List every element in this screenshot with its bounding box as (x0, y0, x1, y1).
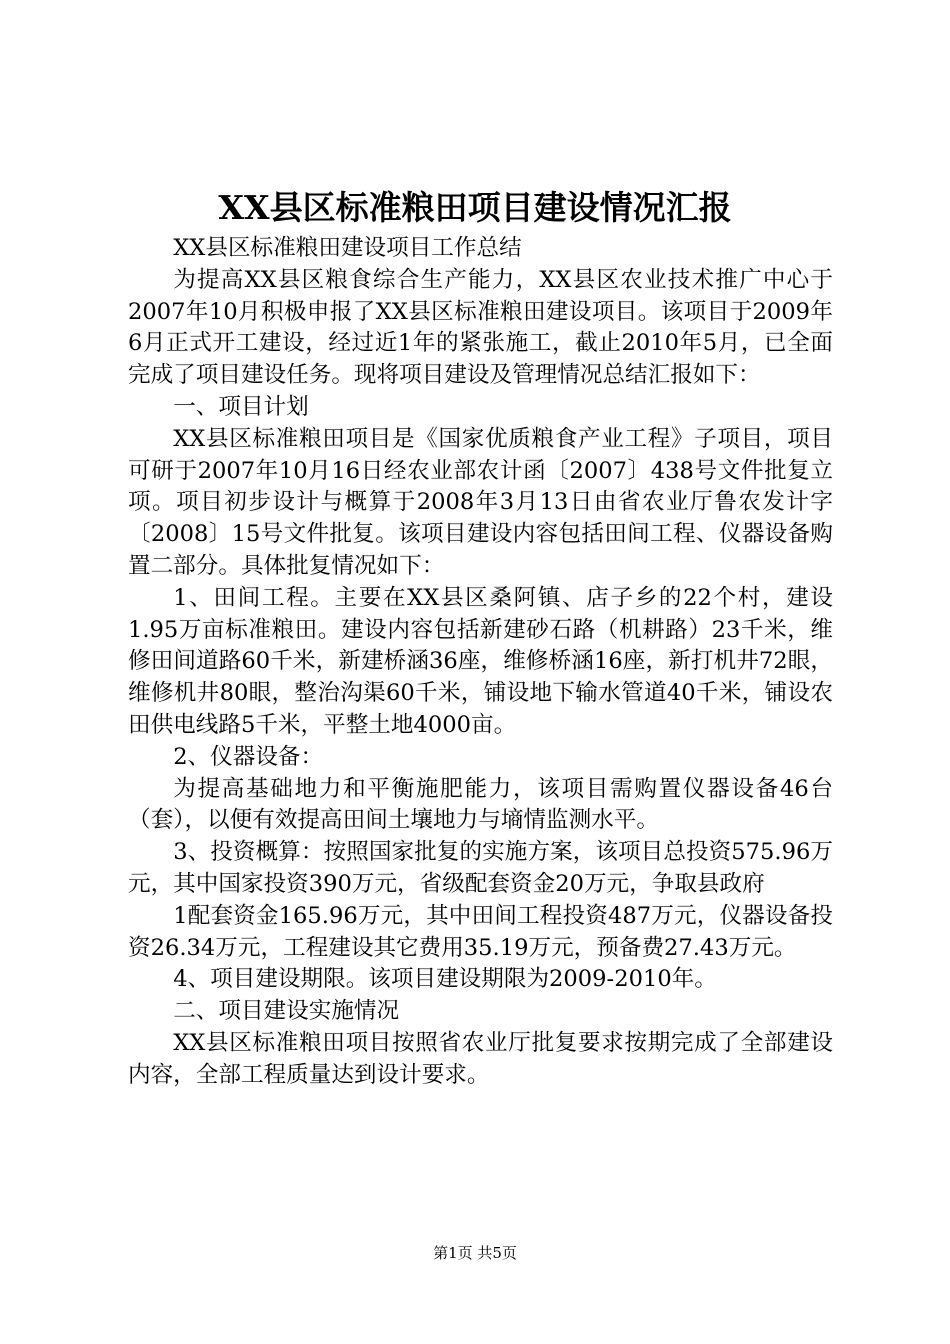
paragraph-investment: 3、投资概算：按照国家批复的实施方案，该项目总投资575.96万元，其中国家投资390万元，省级配套资金20万元，争取县政府 (128, 839, 833, 897)
section-heading-implementation: 二、项目建设实施情况 (173, 998, 400, 1025)
paragraph-intro: 为提高XX县区粮食综合生产能力，XX县区农业技术推广中心于2007年10月积极申报了XX县区标准粮田建设项目。该项目于2009年6月正式开工建设，经过近1年的紧张施工，截止2010年5月，已全面完成了项目建设任务。现将项目建设及管理情况总结汇报如下： (128, 266, 833, 389)
paragraph-plan: XX县区标准粮田项目是《国家优质粮食产业工程》子项目，项目可研于2007年10月16日经农业部农计函〔2007〕438号文件批复立项。项目初步设计与概算于2008年3月13日由省农业厅鲁农发计字〔2008〕15号文件批复。该项目建设内容包括田间工程、仪器设备购置二部分。具体批复情况如下： (128, 425, 833, 579)
section-heading-plan: 一、项目计划 (173, 393, 309, 420)
paragraph-implementation: XX县区标准粮田项目按照省农业厅批复要求按期完成了全部建设内容，全部工程质量达到设计要求。 (128, 1029, 833, 1088)
paragraph-subtitle: XX县区标准粮田建设项目工作总结 (173, 235, 522, 261)
document-body (128, 233, 833, 1092)
paragraph-equipment-heading: 2、仪器设备： (173, 743, 324, 770)
paragraph-field-works: 1、田间工程。主要在XX县区桑阿镇、店子乡的22个村，建设1.95万亩标准粮田。建设内容包括新建砂石路（机耕路）23千米，维修田间道路60千米，新建桥涵36座，维修桥涵16座，新打机井72眼，维修机井80眼，整治沟渠60千米，铺设地下输水管道40千米，铺设农田供电线路5千米，平整土地4000亩。 (128, 584, 833, 738)
paragraph-investment-continued: 1配套资金165.96万元，其中田间工程投资487万元，仪器设备投资26.34万元，工程建设其它费用35.19万元，预备费27.43万元。 (128, 902, 833, 961)
page-footer: 第1页 共5页 (433, 1244, 517, 1262)
document-title: XX县区标准粮田项目建设情况汇报 (218, 188, 732, 227)
paragraph-equipment: 为提高基础地力和平衡施肥能力，该项目需购置仪器设备46台（套），以便有效提高田间土壤地力与墒情监测水平。 (128, 775, 833, 834)
paragraph-period: 4、项目建设期限。该项目建设期限为2009-2010年。 (173, 966, 717, 993)
